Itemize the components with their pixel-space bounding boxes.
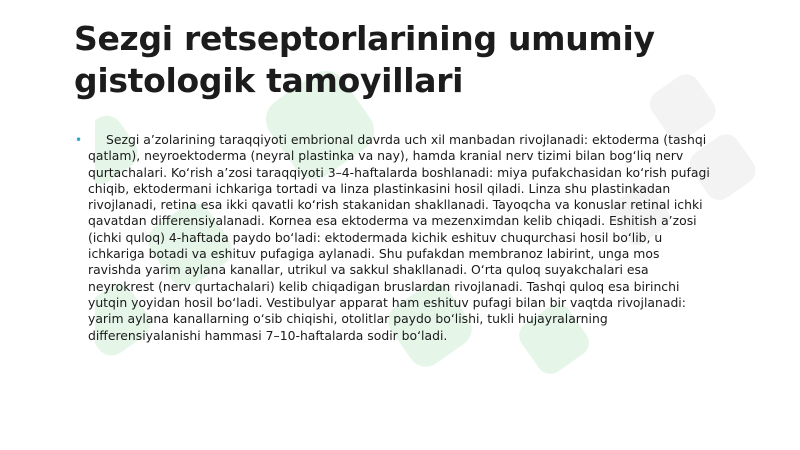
body-paragraph: Sezgi a’zolarining taraqqiyoti embrional davrda uch xil manbadan rivojlanadi: ektoderma (tashqi qatlam), neyroektoderma (neyral plastinka va nay), hamda kranial nerv tizimi bilan bog‘liq nerv qurtachalari. Ko‘rish a’zosi taraqqiyoti 3–4-haftalarda boshlanadi: miya pufakchasidan ko‘rish pufagi chiqib, ektodermani ichkariga tortadi va linza plastinkasini hosil qiladi. Linza shu plastinkadan rivojlanadi, retina esa ikki qavatli ko‘rish stakanidan shakllanadi. Tayoqcha va konuslar retinal ichki qavatdan differensiyalanadi. Kornea esa ektoderma va mezenximdan kelib chiqadi. Eshitish a’zosi (ichki quloq) 4-haftada paydo bo‘ladi: ektodermada kichik eshituv chuqurchasi hosil bo‘lib, u ichkariga botadi va eshituv pufagiga aylanadi. Shu pufakdan membranoz labirint, unga mos ravishda yarim aylana kanallar, utrikul va sakkul shakllanadi. O‘rta quloq suyakchalari esa neyrokrest (nerv qurtachalari) kelib chiqadigan bruslardan rivojlanadi. Tashqi quloq esa birinchi yutqin yoyidan hosil bo‘ladi. Vestibulyar apparat ham eshituv pufagi bilan bir vaqtda rivojlanadi: yarim aylana kanallarning o‘sib chiqishi, otolitlar paydo bo‘lishi, tukli hujayralarning differensiyalanishi hammasi 7–10-haftalarda sodir bo‘ladi. [88,132,710,343]
slide-title: Sezgi retseptorlarining umumiy gistologik tamoyillari [74,19,655,100]
bullet-marker: • [75,133,83,147]
